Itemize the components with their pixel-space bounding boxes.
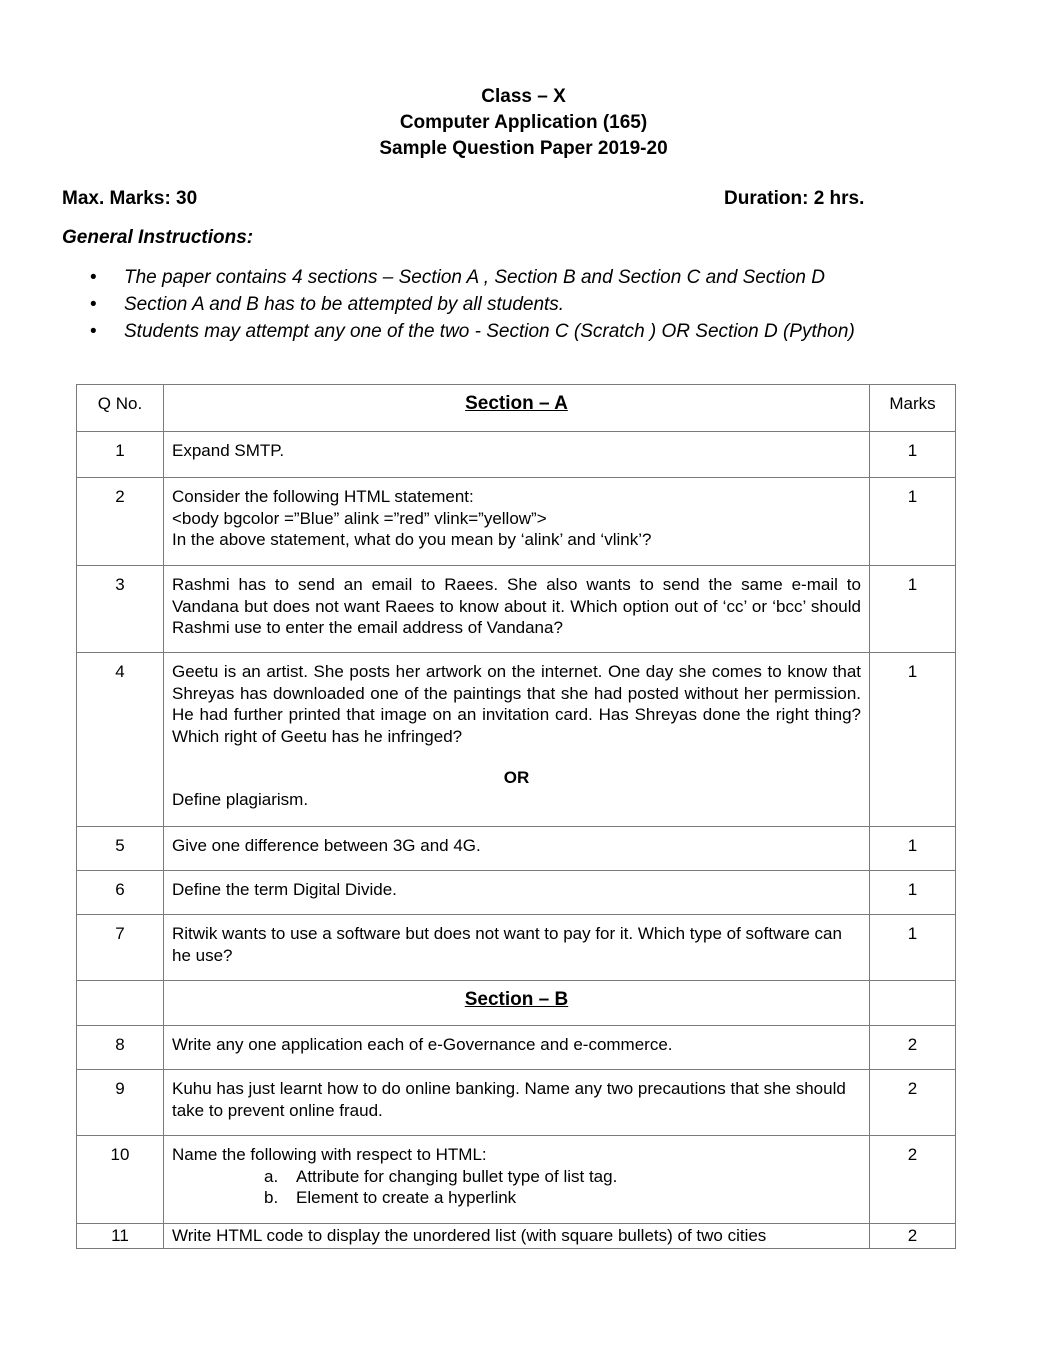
col-header-marks: Marks (870, 385, 956, 432)
question-marks: 2 (870, 1026, 956, 1070)
question-text: Write any one application each of e-Governance and e-commerce. (164, 1026, 870, 1070)
table-row (77, 653, 956, 827)
question-line: Name the following with respect to HTML: (172, 1145, 487, 1164)
question-number: 6 (77, 871, 164, 915)
question-line: Consider the following HTML statement: (172, 487, 474, 506)
question-number: 9 (77, 1070, 164, 1136)
table-row (77, 871, 956, 915)
question-number: 2 (77, 478, 164, 566)
sub-item (172, 1187, 861, 1209)
question-number: 7 (77, 915, 164, 981)
table-row (77, 827, 956, 871)
question-line: In the above statement, what do you mean by ‘alink’ and ‘vlink’? (172, 530, 652, 549)
table-row (77, 1136, 956, 1224)
question-marks: 1 (870, 827, 956, 871)
table-header-row (77, 385, 956, 432)
table-row (77, 478, 956, 566)
or-separator: OR (503, 768, 530, 787)
instruction-item (90, 293, 855, 320)
question-text: Kuhu has just learnt how to do online banking. Name any two precautions that she should take to prevent online fraud. (164, 1070, 870, 1136)
question-number: 4 (77, 653, 164, 827)
instruction-text: The paper contains 4 sections – Section A , Section B and Section C and Section D (124, 267, 825, 288)
question-table (76, 384, 956, 1249)
question-marks: 2 (870, 1224, 956, 1249)
paper-subject-title: Computer Application (165) (399, 112, 648, 133)
question-text: Define the term Digital Divide. (164, 871, 870, 915)
question-marks: 1 (870, 432, 956, 478)
general-instructions-list (90, 266, 855, 347)
question-number: 8 (77, 1026, 164, 1070)
bullet-icon: • (90, 294, 97, 315)
question-alt-text: Define plagiarism. (172, 789, 309, 809)
table-row (77, 915, 956, 981)
duration: Duration: 2 hrs. (724, 188, 865, 209)
section-a-heading: Section – A (164, 385, 870, 432)
instruction-text: Section A and B has to be attempted by all students. (124, 294, 565, 315)
question-text: Ritwik wants to use a software but does not want to pay for it. Which type of software can he use? (164, 915, 870, 981)
bullet-icon: • (90, 267, 97, 288)
question-marks: 1 (870, 653, 956, 827)
table-row (77, 566, 956, 653)
empty-cell (77, 981, 164, 1026)
sub-item-text: Element to create a hyperlink (296, 1188, 517, 1207)
empty-cell (870, 981, 956, 1026)
bullet-icon: • (90, 321, 97, 342)
question-text: Write HTML code to display the unordered list (with square bullets) of two cities (164, 1224, 870, 1249)
col-header-qno: Q No. (77, 385, 164, 432)
sub-item-text: Attribute for changing bullet type of list tag. (296, 1166, 618, 1186)
table-row (77, 432, 956, 478)
paper-class-title: Class – X (481, 86, 566, 107)
instruction-text: Students may attempt any one of the two - Section C (Scratch ) OR Section D (Python) (124, 321, 855, 342)
general-instructions-title: General Instructions: (62, 227, 254, 248)
question-text (164, 653, 870, 827)
question-number: 10 (77, 1136, 164, 1224)
table-row (77, 1070, 956, 1136)
question-text: Give one difference between 3G and 4G. (164, 827, 870, 871)
question-marks: 2 (870, 1136, 956, 1224)
question-marks: 2 (870, 1070, 956, 1136)
question-text (164, 478, 870, 566)
sub-item-label: a. (264, 1166, 279, 1186)
instruction-item (90, 266, 855, 293)
question-text (164, 1136, 870, 1224)
question-marks: 1 (870, 566, 956, 653)
question-number: 11 (77, 1224, 164, 1249)
section-b-row (77, 981, 956, 1026)
sub-item (172, 1166, 861, 1188)
max-marks: Max. Marks: 30 (62, 188, 198, 209)
paper-name-title: Sample Question Paper 2019-20 (379, 138, 668, 159)
question-line: <body bgcolor =”Blue” alink =”red” vlink=”yellow”> (172, 508, 547, 528)
section-b-heading: Section – B (164, 981, 870, 1026)
sub-item-label: b. (264, 1188, 279, 1207)
question-marks: 1 (870, 871, 956, 915)
question-line: Geetu is an artist. She posts her artwork on the internet. One day she comes to know that Shreyas has downloaded one of the paintings that she had posted without her permission. He had further printed that image on an invitation card. Has Shreyas done the right thing? Which right of Geetu has he infringed? (172, 662, 861, 746)
question-marks: 1 (870, 478, 956, 566)
question-text: Rashmi has to send an email to Raees. She also wants to send the same e-mail to Vandana but does not want Raees to know about it. Which option out of ‘cc’ or ‘bcc’ should Rashmi use to enter the email address of Vandana? (164, 566, 870, 653)
question-marks: 1 (870, 915, 956, 981)
table-row (77, 1224, 956, 1249)
question-text: Expand SMTP. (164, 432, 870, 478)
question-number: 3 (77, 566, 164, 653)
table-row (77, 1026, 956, 1070)
instruction-item (90, 320, 855, 347)
question-number: 1 (77, 432, 164, 478)
question-number: 5 (77, 827, 164, 871)
